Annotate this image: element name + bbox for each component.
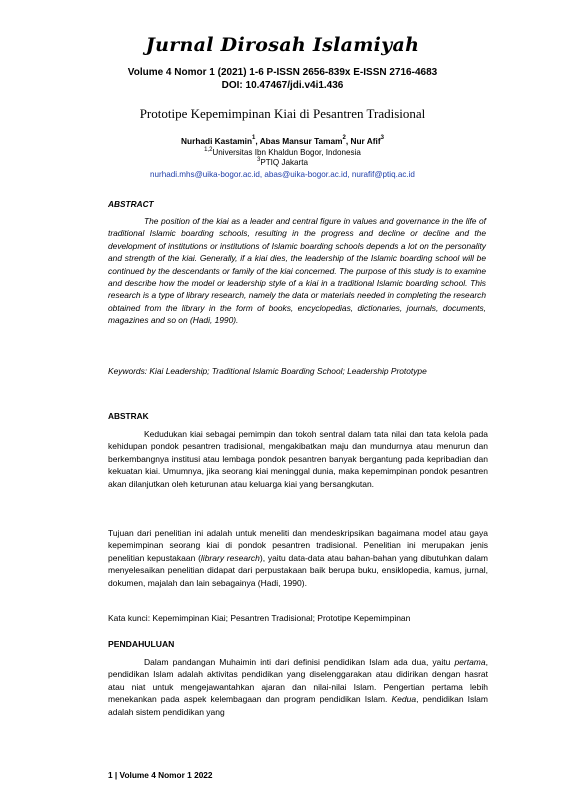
affiliation-text: PTIQ Jakarta [260, 158, 309, 167]
journal-title: Jurnal Dirosah Islamiyah [145, 34, 420, 56]
abstrak-p1-text: Kedudukan kiai sebagai pemimpin dan tokoh sentral dalam tata nilai dan tata kelola pada kehidupan pondok pesantren tradisional, mengakibatkan maju dan mundurnya atau menurun dan berkembangnya institusi atau lembaga pondok pesantren banyak bergantung pada kepribadian dan kekuatan kiai. Umumnya, jika seorang kiai meninggal dunia, maka kepemimpinan pondok pesantren akan dilanjutkan oleh keturunan atau keluarga kiai yang bersangkutan. [108, 429, 488, 489]
author-name: Nurhadi Kastamin [181, 136, 253, 146]
intro-text-c: , pendidikan Islam adalah sistem pendidikan yang [108, 694, 488, 717]
keywords-en: Keywords: Kiai Leadership; Traditional Islamic Boarding School; Leadership Prototype [108, 366, 427, 376]
abstrak-heading: ABSTRAK [108, 411, 149, 421]
author-sup: 3 [380, 135, 384, 141]
author-emails[interactable]: nurhadi.mhs@uika-bogor.ac.id, abas@uika-bogor.ac.id, nurafif@ptiq.ac.id [150, 170, 415, 179]
affiliation-sup: 3 [256, 157, 261, 163]
intro-heading: PENDAHULUAN [108, 639, 175, 649]
author-list [0, 136, 565, 146]
page-footer: 1 | Volume 4 Nomor 1 2022 [108, 770, 213, 780]
affiliation [0, 158, 565, 167]
author-separator: , [345, 136, 351, 146]
doi-line: DOI: 10.47467/jdi.v4i1.436 [221, 80, 344, 91]
volume-line: Volume 4 Nomor 1 (2021) 1-6 P-ISSN 2656-839x E-ISSN 2716-4683 [127, 67, 438, 78]
abstract-body: The position of the kiai as a leader and central figure in values and governance in the life of traditional Islamic boarding schools, resulting in the progress and decline or decline and the development of institutions or institutions of Islamic boarding schools depends a lot on the personality and strength of the kiai. Generally, if a kiai dies, the leadership of the Islamic boarding school will be continued by the descendants or family of the kiai concerned. The purpose of this study is to examine and describe how the model or leadership style of a kiai in a traditional Islamic boarding school. This research is a type of library research, namely the data or materials needed in completing the research obtained from the library in the form of books, encyclopedias, dictionaries, journals, documents, magazines and so on (Hadi, 1990). [108, 216, 486, 326]
keywords-id: Kata kunci: Kepemimpinan Kiai; Pesantren Tradisional; Prototipe Kepemimpinan [108, 613, 411, 623]
author-separator: , [255, 136, 260, 146]
abstrak-p2-emphasis: library research [200, 552, 260, 563]
abstrak-paragraph-2 [108, 527, 488, 589]
abstract-heading: ABSTRACT [108, 199, 154, 209]
intro-paragraph [108, 656, 488, 718]
affiliation-text: Universitas Ibn Khaldun Bogor, Indonesia [212, 148, 361, 157]
article-title: Prototipe Kepemimpinan Kiai di Pesantren Tradisional [139, 106, 426, 121]
abstrak-paragraph-1 [108, 428, 488, 490]
affiliation [0, 148, 565, 157]
journal-meta [0, 66, 565, 92]
abstract-text [108, 215, 486, 327]
author-sup: 2 [342, 135, 346, 141]
author-name: Nur Afif [350, 136, 381, 146]
author-sup: 1 [252, 135, 256, 141]
abstrak-p2-text-b: ), yaitu data-data atau bahan-bahan yang dibutuhkan dalam menyelesaikan penelitian didapat dari perpustakaan baik berupa buku, ensiklopedia, kamus, jurnal, dokumen, majalah dan lain sebagainya (Hadi, 1990). [108, 552, 488, 588]
intro-emphasis-1: pertama [454, 657, 486, 667]
intro-text-a: Dalam pandangan Muhaimin inti dari definisi pendidikan Islam ada dua, yaitu [144, 657, 455, 667]
intro-emphasis-2: Kedua [391, 694, 417, 705]
affiliation-sup: 1,2 [204, 147, 213, 153]
intro-text-b: , pendidikan Islam adalah aktivitas pendidikan yang diselenggarakan atau didirikan dengan hasrat atau niat untuk mengejawantahkan ajaran dan nilai-nilai Islam. Pengertian pertama lebih menekankan pada aspek kelembagaan dan program pendidikan Islam. [108, 657, 488, 705]
abstrak-p2-text-a: Tujuan dari penelitian ini adalah untuk meneliti dan mendeskripsikan bagaimana model atau gaya kepemimpinan seorang kiai di pondok pesantren tradisional. Penelitian ini merupakan jenis penelitian kepustakaan ( [108, 528, 488, 563]
author-name: Abas Mansur Tamam [259, 136, 343, 146]
